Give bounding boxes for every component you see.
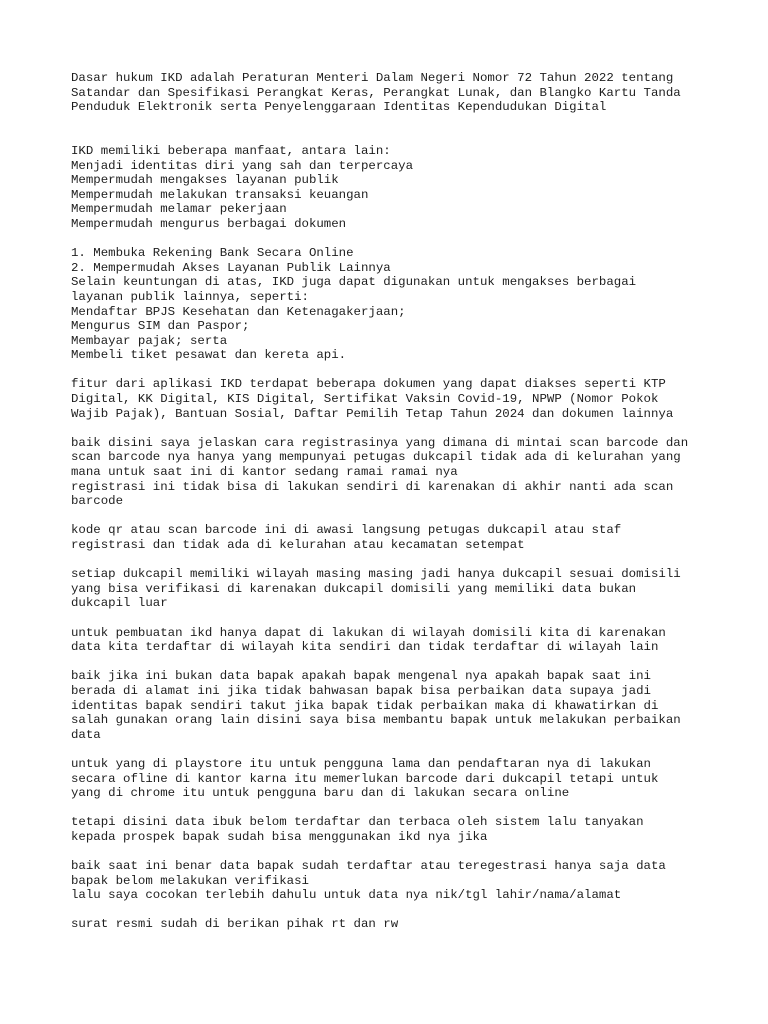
text-line: berada di alamat ini jika tidak bahwasan bapak bisa perbaikan data supaya jadi <box>71 683 651 698</box>
paragraph-gap <box>71 553 731 568</box>
text-line: salah gunakan orang lain disini saya bisa membantu bapak untuk melakukan perbaikan <box>71 713 681 728</box>
paragraph-app-features <box>71 377 731 421</box>
text-line: Membayar pajak; serta <box>71 333 228 348</box>
paragraph-domicile <box>71 567 731 611</box>
paragraph-gap <box>71 903 731 918</box>
text-line: yang di chrome itu untuk pengguna baru dan di lakukan secara online <box>71 786 570 801</box>
text-line: bapak belom melakukan verifikasi <box>71 873 309 888</box>
paragraph-data-correction <box>71 669 731 742</box>
text-line: yang bisa verifikasi di karenakan dukcapil domisili yang memiliki data bukan <box>71 581 637 596</box>
text-line: barcode <box>71 494 124 509</box>
paragraph-legal-basis <box>71 71 731 115</box>
text-line: Mempermudah mengurus berbagai dokumen <box>71 216 347 231</box>
text-line: Wajib Pajak), Bantuan Sosial, Daftar Pemilih Tetap Tahun 2024 dan dokumen lainnya <box>71 406 674 421</box>
paragraph-gap <box>71 232 731 247</box>
text-line: Mempermudah melamar pekerjaan <box>71 202 287 217</box>
text-line: lalu saya cocokan terlebih dahulu untuk data nya nik/tgl lahir/nama/alamat <box>71 888 622 903</box>
paragraph-services <box>71 246 731 363</box>
paragraph-benefits <box>71 144 731 232</box>
text-line: untuk pembuatan ikd hanya dapat di lakukan di wilayah domisili kita di karenakan <box>71 625 666 640</box>
text-line: Mendaftar BPJS Kesehatan dan Ketenagakerjaan; <box>71 304 406 319</box>
paragraph-gap <box>71 655 731 670</box>
text-line: data kita terdaftar di wilayah kita sendiri dan tidak terdaftar di wilayah lain <box>71 640 659 655</box>
paragraph-registration <box>71 436 731 509</box>
text-line: kepada prospek bapak sudah bisa menggunakan ikd nya jika <box>71 829 488 844</box>
paragraph-not-registered <box>71 815 731 844</box>
text-line: Mempermudah melakukan transaksi keuangan <box>71 187 369 202</box>
paragraph-gap <box>71 844 731 859</box>
text-line: dukcapil luar <box>71 596 168 611</box>
text-line: tetapi disini data ibuk belom terdaftar dan terbaca oleh sistem lalu tanyakan <box>71 815 644 830</box>
paragraph-gap <box>71 742 731 757</box>
text-line: Digital, KK Digital, KIS Digital, Sertifikat Vaksin Covid-19, NPWP (Nomor Pokok <box>71 392 659 407</box>
text-line: Selain keuntungan di atas, IKD juga dapat digunakan untuk mengakses berbagai <box>71 275 637 290</box>
text-line: Mengurus SIM dan Paspor; <box>71 319 250 334</box>
text-line: setiap dukcapil memiliki wilayah masing masing jadi hanya dukcapil sesuai domisili <box>71 567 681 582</box>
text-line: Satandar dan Spesifikasi Perangkat Keras, Perangkat Lunak, dan Blangko Kartu Tanda <box>71 85 681 100</box>
text-line: surat resmi sudah di berikan pihak rt dan rw <box>71 917 399 932</box>
paragraph-gap <box>71 611 731 626</box>
text-line: IKD memiliki beberapa manfaat, antara lain: <box>71 143 391 158</box>
text-line: baik jika ini bukan data bapak apakah bapak mengenal nya apakah bapak saat ini <box>71 669 651 684</box>
text-line: mana untuk saat ini di kantor sedang ramai ramai nya <box>71 465 458 480</box>
text-line: baik disini saya jelaskan cara registrasinya yang dimana di mintai scan barcode dan <box>71 435 689 450</box>
document-body <box>71 71 731 932</box>
text-line: 2. Mempermudah Akses Layanan Publik Lainnya <box>71 260 391 275</box>
text-line: untuk yang di playstore itu untuk pengguna lama dan pendaftaran nya di lakukan <box>71 756 651 771</box>
text-line: kode qr atau scan barcode ini di awasi langsung petugas dukcapil atau staf <box>71 523 622 538</box>
paragraph-qr-code <box>71 523 731 552</box>
paragraph-gap <box>71 801 731 816</box>
paragraph-ikd-creation <box>71 626 731 655</box>
text-line: Membeli tiket pesawat dan kereta api. <box>71 348 347 363</box>
text-line: layanan publik lainnya, seperti: <box>71 289 309 304</box>
text-line: registrasi ini tidak bisa di lakukan sendiri di karenakan di akhir nanti ada scan <box>71 479 674 494</box>
text-line: registrasi dan tidak ada di kelurahan atau kecamatan setempat <box>71 538 525 552</box>
paragraph-gap <box>71 421 731 436</box>
text-line: fitur dari aplikasi IKD terdapat beberapa dokumen yang dapat diakses seperti KTP <box>71 377 666 392</box>
text-line: secara ofline di kantor karna itu memerlukan barcode dari dukcapil tetapi untuk <box>71 771 659 786</box>
text-line: baik saat ini benar data bapak sudah terdaftar atau teregestrasi hanya saja data <box>71 859 666 874</box>
text-line: Dasar hukum IKD adalah Peraturan Menteri Dalam Negeri Nomor 72 Tahun 2022 tentang <box>71 71 674 85</box>
text-line: Penduduk Elektronik serta Penyelenggaraan Identitas Kependudukan Digital <box>71 100 607 115</box>
paragraph-playstore-chrome <box>71 757 731 801</box>
paragraph-gap <box>71 115 731 144</box>
text-line: data <box>71 727 101 742</box>
text-line: identitas bapak sendiri takut jika bapak tidak perbaikan maka di khawatirkan di <box>71 698 659 713</box>
text-line: Menjadi identitas diri yang sah dan terpercaya <box>71 158 414 173</box>
paragraph-verification <box>71 859 731 903</box>
paragraph-gap <box>71 363 731 378</box>
paragraph-official-letter <box>71 917 731 932</box>
text-line: scan barcode nya hanya yang mempunyai petugas dukcapil tidak ada di kelurahan yang <box>71 450 681 465</box>
text-line: Mempermudah mengakses layanan publik <box>71 173 339 188</box>
text-line: 1. Membuka Rekening Bank Secara Online <box>71 246 354 261</box>
paragraph-gap <box>71 509 731 524</box>
